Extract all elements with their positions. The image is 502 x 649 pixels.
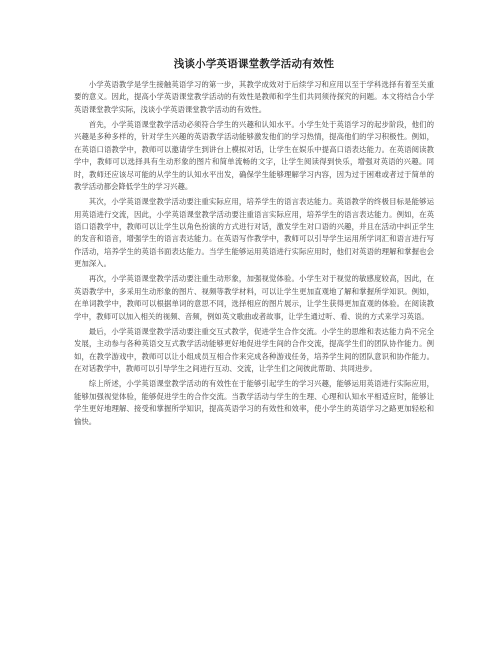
document-page (74, 56, 434, 431)
paragraph-second-point: 其次，小学英语课堂教学活动要注重实际应用，培养学生的语言表达能力。英语教学的终极目标是能够运用英语进行交流，因此，小学英语课堂教学活动要注重语言实际应用，培养学生的语言表达能力。例如，在英语口语教学中，教师可以让学生以角色扮演的方式进行对话，激发学生对口语的兴趣，并且在活动中纠正学生的发音和语音，增强学生的语言表达能力。在英语写作教学中，教师可以引导学生运用所学词汇和语言进行写作活动，培养学生的英语书面表达能力。当学生能够运用英语进行实际应用时，他们对英语的理解和掌握也会更加深入。 (74, 197, 434, 269)
paragraph-third-point: 再次，小学英语课堂教学活动要注重生动形象，加强视觉体验。小学生对于视觉的敏感度较高，因此，在英语教学中，多采用生动形象的图片、视频等教学材料，可以让学生更加直观地了解和掌握所学知识。例如，在单词教学中，教师可以根据单词的意思不同，选择相应的图片展示，让学生获得更加直观的体验。在阅读教学中，教师可以加入相关的视频、音频，例如英文歌曲或者故事，让学生通过听、看、说的方式来学习英语。 (74, 274, 434, 321)
paragraph-conclusion: 综上所述，小学英语课堂教学活动的有效性在于能够引起学生的学习兴趣，能够运用英语进行实际应用，能够加强视觉体验，能够促进学生的合作交流。当教学活动与学生的生理、心理和认知水平相适应时，能够让学生更好地理解、接受和掌握所学知识，提高英语学习的有效性和效率，使小学生的英语学习之路更加轻松和愉快。 (74, 379, 434, 426)
document-title: 浅谈小学英语课堂教学活动有效性 (173, 58, 335, 70)
paragraph-first-point: 首先，小学英语课堂教学活动必须符合学生的兴趣和认知水平。小学生处于英语学习的起步阶段，他们的兴趣是多种多样的，针对学生兴趣的英语教学活动能够激发他们的学习热情，提高他们的学习积极性。例如，在英语口语教学中，教师可以邀请学生到讲台上模拟对话，让学生在娱乐中提高口语表达能力。在英语阅读教学中，教师可以选择具有生动形象的图片和简单流畅的文字，让学生阅读得到快乐，增强对英语的兴趣。同时，教师还应该尽可能的从学生的认知水平出发，确保学生能够理解学习内容，因为过于困难或者过于简单的教学活动都会降低学生的学习兴趣。 (74, 120, 434, 192)
paragraph-intro: 小学英语教学是学生接触英语学习的第一步，其教学成效对于后续学习和应用以至于学科选择有着至关重要的意义。因此，提高小学英语课堂教学活动的有效性是教师和学生们共同须待探究的问题。本文将结合小学英语课堂教学实际，浅谈小学英语课堂教学活动的有效性。 (74, 80, 434, 114)
paragraph-fourth-point: 最后，小学英语课堂教学活动要注重交互式教学，促进学生合作交流。小学生的思维和表达能力尚不完全发展，主动参与各种英语交互式教学活动能够更好地促进学生间的合作交流，提高学生们的团队协作能力。例如，在教学游戏中，教师可以让小组成员互相合作来完成各种游戏任务，培养学生间的团队意识和协作能力。在对话教学中，教师可以引导学生之间进行互动、交流，让学生们之间彼此帮助、共同进步。 (74, 326, 434, 374)
